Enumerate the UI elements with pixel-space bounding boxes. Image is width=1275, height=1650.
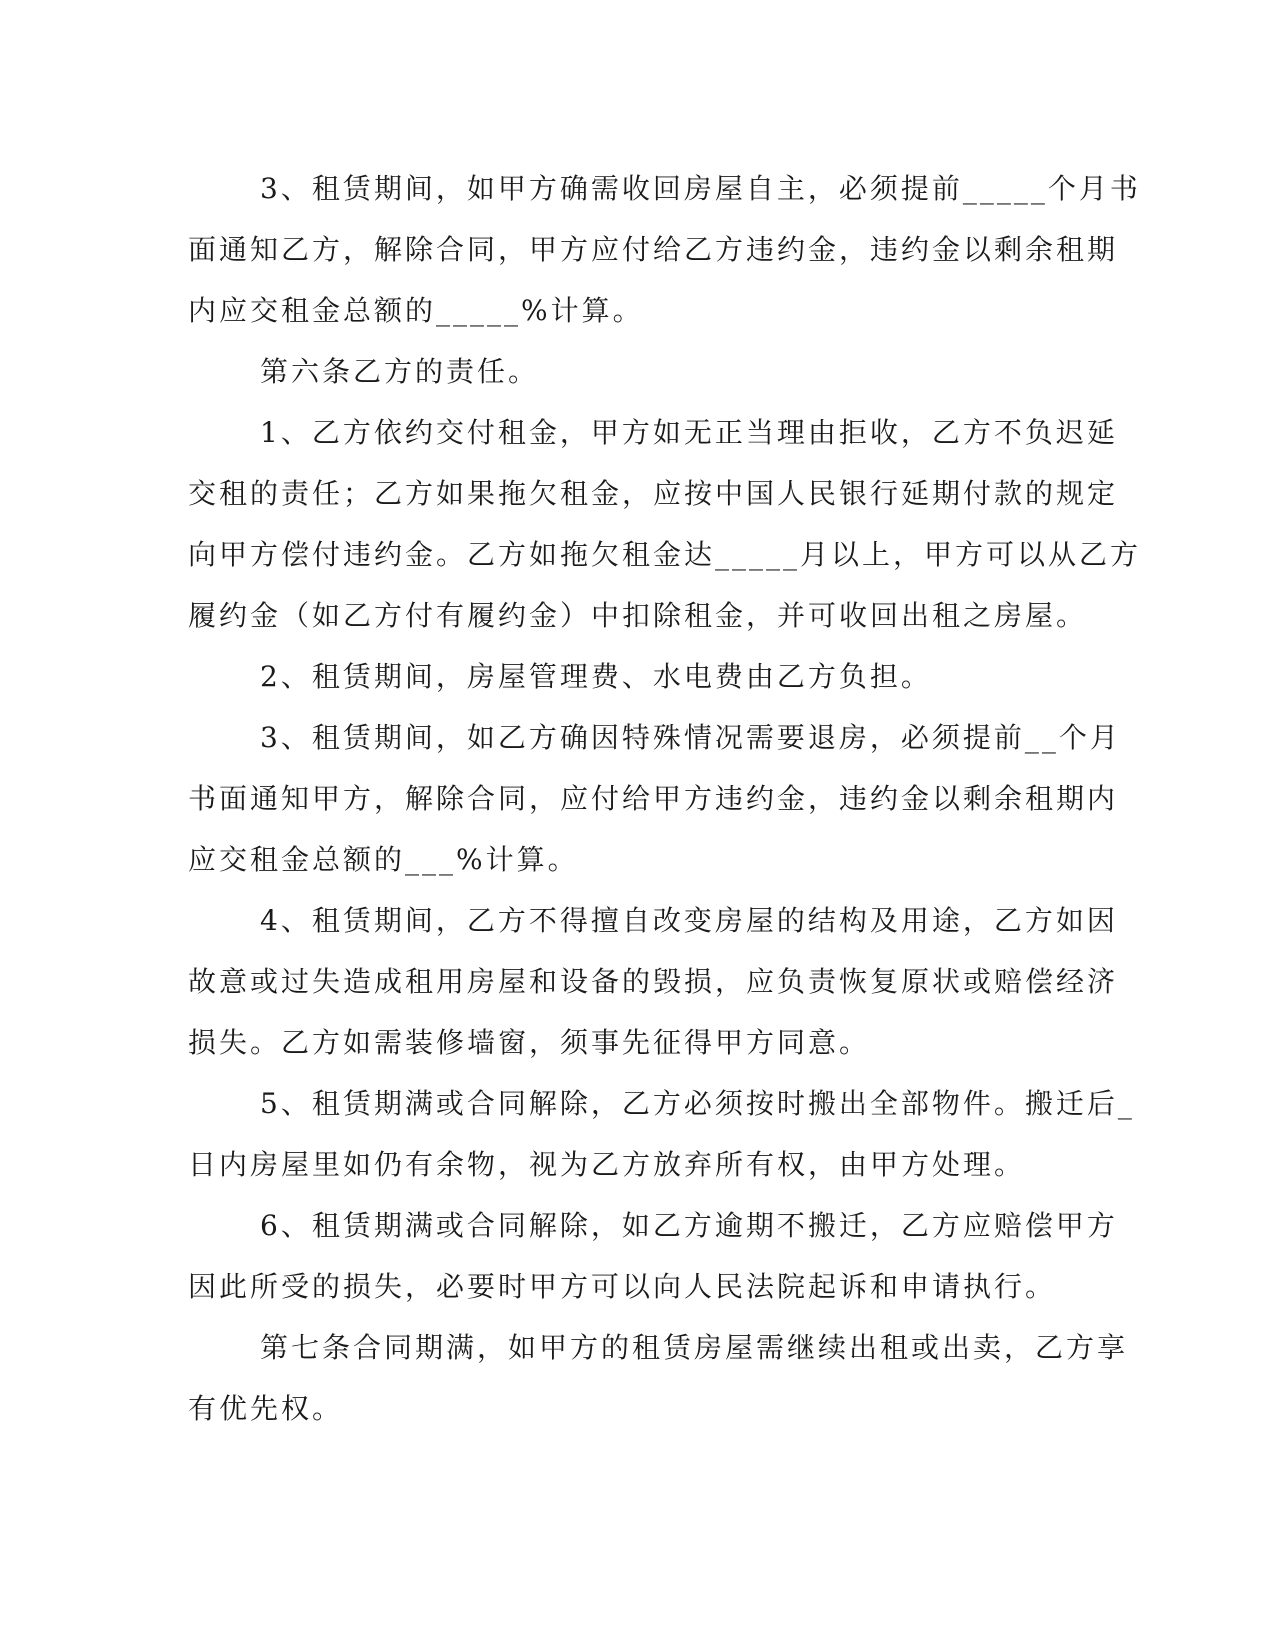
paragraph-line: 因此所受的损失，必要时甲方可以向人民法院起诉和申请执行。	[188, 1270, 1057, 1303]
document-body	[188, 158, 1142, 1439]
paragraph-line: 应交租金总额的___%计算。	[188, 843, 579, 876]
paragraph-line: 损失。乙方如需装修墙窗，须事先征得甲方同意。	[188, 1026, 871, 1059]
paragraph-line: 日内房屋里如仍有余物，视为乙方放弃所有权，由甲方处理。	[188, 1148, 1026, 1181]
paragraph-line: 6、租赁期满或合同解除，如乙方逾期不搬迁，乙方应赔偿甲方	[260, 1209, 1118, 1242]
section-heading: 第七条合同期满，如甲方的租赁房屋需继续出租或出卖，乙方享	[260, 1331, 1129, 1364]
paragraph-line: 面通知乙方，解除合同，甲方应付给乙方违约金，违约金以剩余租期	[188, 233, 1119, 266]
paragraph-line: 1、乙方依约交付租金，甲方如无正当理由拒收，乙方不负迟延	[260, 416, 1118, 449]
section-heading: 第六条乙方的责任。	[260, 355, 540, 388]
paragraph-line: 4、租赁期间，乙方不得擅自改变房屋的结构及用途，乙方如因	[260, 904, 1118, 937]
paragraph-line: 履约金（如乙方付有履约金）中扣除租金，并可收回出租之房屋。	[188, 599, 1088, 632]
paragraph-line: 交租的责任；乙方如果拖欠租金，应按中国人民银行延期付款的规定	[188, 477, 1119, 510]
paragraph-line: 3、租赁期间，如乙方确因特殊情况需要退房，必须提前__个月	[260, 721, 1121, 754]
paragraph-line: 内应交租金总额的_____%计算。	[188, 294, 644, 327]
paragraph-line: 2、租赁期间，房屋管理费、水电费由乙方负担。	[260, 660, 932, 693]
paragraph-line: 3、租赁期间，如甲方确需收回房屋自主，必须提前_____个月书	[260, 172, 1141, 205]
paragraph-line: 5、租赁期满或合同解除，乙方必须按时搬出全部物件。搬迁后_	[260, 1087, 1135, 1120]
paragraph-line: 故意或过失造成租用房屋和设备的毁损，应负责恢复原状或赔偿经济	[188, 965, 1119, 998]
paragraph-line: 向甲方偿付违约金。乙方如拖欠租金达_____月以上，甲方可以从乙方	[188, 538, 1142, 571]
paragraph-line: 有优先权。	[188, 1392, 344, 1425]
paragraph-line: 书面通知甲方，解除合同，应付给甲方违约金，违约金以剩余租期内	[188, 782, 1119, 815]
